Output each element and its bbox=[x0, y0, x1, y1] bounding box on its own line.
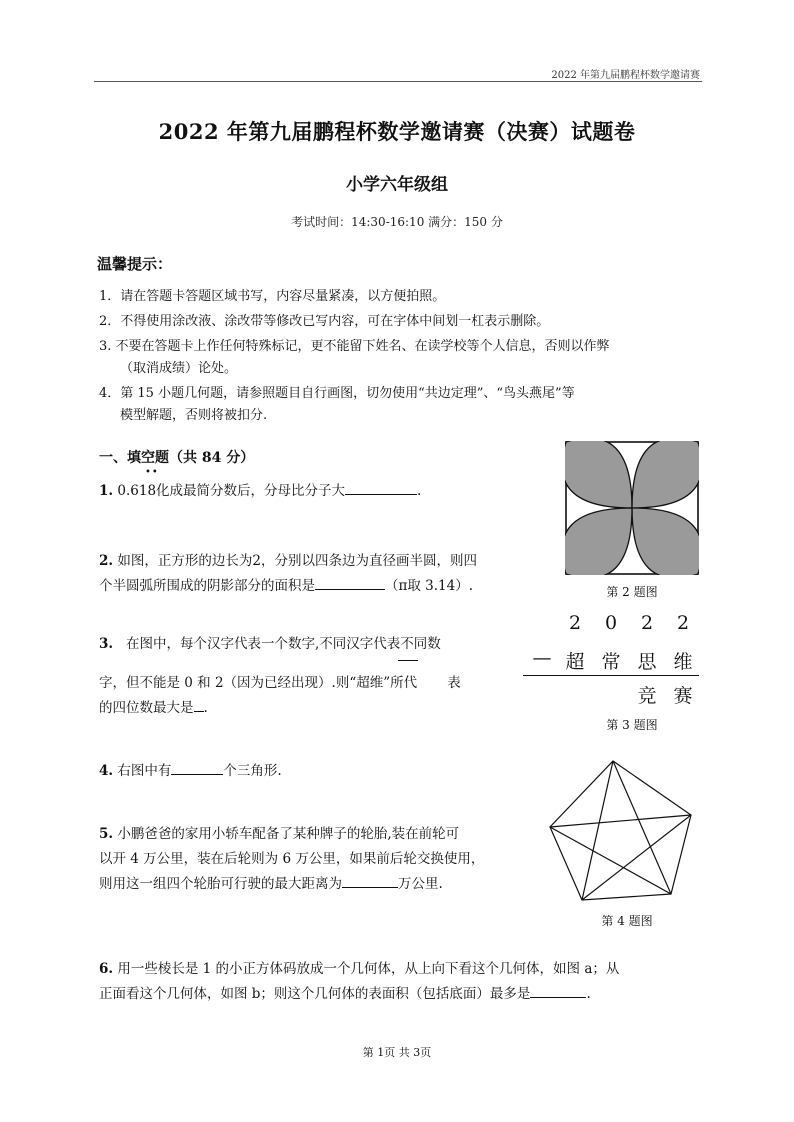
question-5 bbox=[99, 822, 569, 897]
answer-blank[interactable] bbox=[345, 480, 417, 495]
question-2 bbox=[99, 549, 559, 599]
question-text: （π取 3.14）. bbox=[385, 578, 474, 594]
hanzi: 超 bbox=[565, 651, 585, 673]
digit: 2 bbox=[640, 612, 654, 634]
hanzi: 赛 bbox=[673, 685, 693, 707]
figure-2-caption: 第 2 题图 bbox=[606, 585, 658, 599]
question-text: 字，但不能是 0 和 2（因为已经出现）.则“超 bbox=[99, 675, 370, 691]
answer-blank[interactable] bbox=[194, 697, 204, 712]
question-number: 4. bbox=[99, 763, 114, 779]
figure-3-sum-line bbox=[523, 675, 699, 676]
tip-item: 4．第 15 小题几何题，请参照题目自行画图，切勿使用“共边定理”、“鸟头燕尾”等 bbox=[99, 386, 575, 401]
question-text: 0.618化成最简分数后，分母比分子大 bbox=[117, 483, 346, 499]
figure-3-mid-row bbox=[527, 647, 707, 677]
digit: 2 bbox=[676, 612, 690, 634]
question-text: 小鹏爸爸的家用小轿车配备了某种牌子的轮胎,装在前轮可 bbox=[117, 826, 460, 842]
digit: 2 bbox=[568, 612, 582, 634]
tip-item: 模型解题，否则将被扣分. bbox=[120, 408, 268, 423]
figure-2-square-petals bbox=[565, 441, 699, 575]
question-text: 以开 4 万公里，装在后轮则为 6 万公里，如果前后轮交换使用， bbox=[99, 851, 485, 867]
question-6 bbox=[99, 957, 699, 1007]
tip-item: 1．请在答题卡答题区域书写，内容尽量紧凑，以方便拍照。 bbox=[99, 289, 446, 304]
figure-3-caption: 第 3 题图 bbox=[606, 718, 658, 732]
figure-3-bottom-row bbox=[560, 681, 700, 711]
figure-4-caption: 第 4 题图 bbox=[601, 914, 653, 928]
exam-info: 考试时间：14:30-16:10 满分：150 分 bbox=[291, 215, 503, 229]
question-number: 6. bbox=[99, 961, 114, 977]
question-text: . bbox=[203, 700, 208, 716]
figure-3-top-row bbox=[560, 612, 700, 642]
question-text: 表 bbox=[447, 675, 461, 691]
tips-heading: 温馨提示： bbox=[97, 255, 173, 273]
answer-blank[interactable] bbox=[342, 873, 398, 888]
question-text: 正面看这个几何体，如图 b；则这个几何体的表面积（包括底面）最多是 bbox=[99, 986, 531, 1002]
question-text: . bbox=[417, 483, 422, 499]
digit: 0 bbox=[604, 612, 618, 634]
hanzi: 思 bbox=[637, 651, 657, 673]
tip-item: （取消成绩）论处。 bbox=[120, 361, 238, 376]
tip-item: 2．不得使用涂改液、涂改带等修改已写内容，可在字体中间划一杠表示删除。 bbox=[99, 314, 550, 329]
question-text: 在图中，每个汉字代表一个数字,不同汉字代表不同数 bbox=[125, 636, 441, 652]
question-text: 则用这一组四个轮胎可行驶的最大距离为 bbox=[99, 876, 342, 892]
minus-sign: — bbox=[532, 647, 552, 669]
question-number: 3. bbox=[99, 636, 114, 652]
question-text: 万公里. bbox=[398, 876, 443, 892]
answer-blank[interactable] bbox=[171, 760, 223, 775]
pentagon-outline bbox=[550, 761, 691, 900]
question-text: . bbox=[586, 986, 591, 1002]
overline-mark bbox=[398, 660, 418, 661]
answer-blank[interactable] bbox=[315, 575, 385, 590]
hanzi: 维 bbox=[673, 651, 693, 673]
section-heading: 一、填空题（共 84 分） bbox=[99, 450, 255, 466]
question-text: 维”所代 bbox=[369, 675, 418, 691]
question-text: 右图中有 bbox=[117, 763, 172, 779]
diagonal bbox=[550, 815, 691, 827]
question-4 bbox=[99, 759, 559, 784]
question-text: 如图，正方形的边长为2，分别以四条边为直径画半圆，则四 bbox=[117, 553, 477, 569]
hanzi: 常 bbox=[601, 651, 621, 673]
question-text: 个半圆弧所围成的阴影部分的面积是 bbox=[99, 578, 315, 594]
repeating-decimal-dots: •• bbox=[145, 467, 159, 478]
page-title: 2022 年第九届鹏程杯数学邀请赛（决赛）试题卷 bbox=[158, 119, 636, 144]
question-number: 1. bbox=[99, 483, 114, 499]
page-footer: 第 1页 共 3页 bbox=[362, 1046, 432, 1059]
header-divider bbox=[94, 81, 702, 82]
question-text: 用一些棱长是 1 的小正方体码放成一个几何体，从上向下看这个几何体，如图 a；从 bbox=[117, 961, 620, 977]
question-3 bbox=[99, 632, 559, 721]
running-header: 2022 年第九届鹏程杯数学邀请赛 bbox=[551, 70, 700, 81]
question-text: 的四位数最大是 bbox=[99, 700, 194, 716]
question-number: 2. bbox=[99, 553, 114, 569]
question-text: 个三角形. bbox=[223, 763, 282, 779]
question-number: 5. bbox=[99, 826, 114, 842]
question-1 bbox=[99, 479, 559, 504]
page-subtitle: 小学六年级组 bbox=[346, 175, 448, 195]
tip-item: 3. 不要在答题卡上作任何特殊标记，更不能留下姓名、在读学校等个人信息，否则以作弊 bbox=[99, 339, 610, 354]
answer-blank[interactable] bbox=[530, 983, 586, 998]
hanzi: 竞 bbox=[637, 685, 657, 707]
